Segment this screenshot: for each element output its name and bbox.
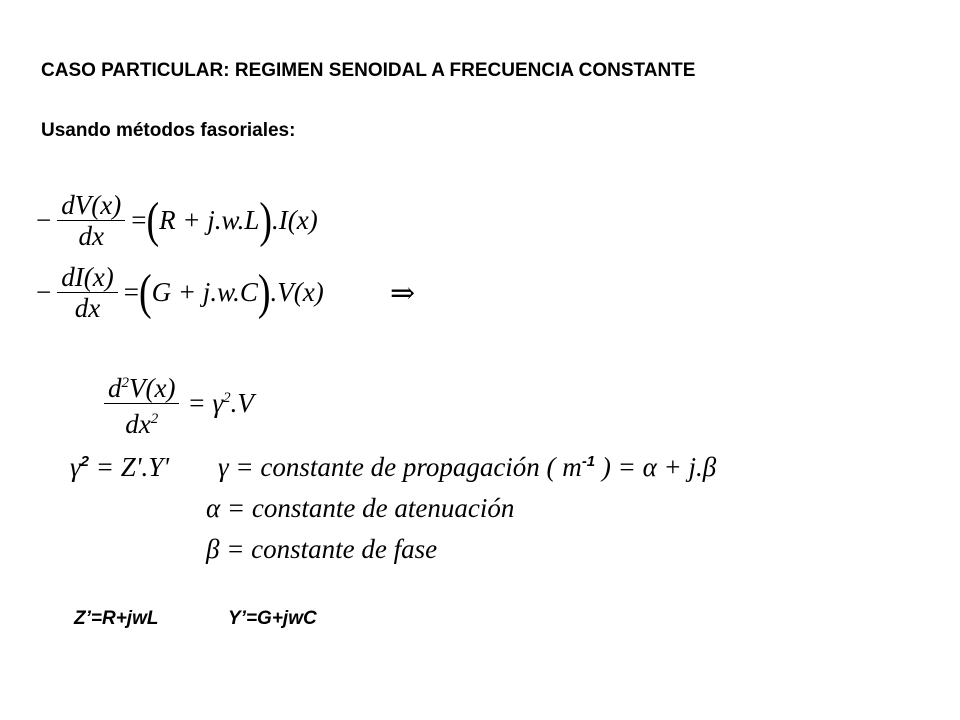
phase-constant-definition: β = constante de fase xyxy=(206,534,438,564)
paren-close: ) xyxy=(257,265,271,320)
equals-sign: = xyxy=(123,277,139,307)
minus-sign: − xyxy=(36,205,52,235)
equation-current-derivative xyxy=(36,262,324,323)
impedance-term: R + j.w.L xyxy=(159,205,260,235)
minus-sign: − xyxy=(36,277,52,307)
gamma-squared-equation: $\gamma^2 = Z'.Y'$ xyxy=(70,452,170,482)
z-prime-formula: Z’=R+jwL xyxy=(74,608,159,629)
voltage-term: .V(x) xyxy=(270,277,324,307)
fraction xyxy=(57,262,117,323)
y-prime-formula: Y’=G+jwC xyxy=(228,608,317,629)
fraction-numerator: dV(x) xyxy=(57,190,125,221)
equation-voltage-derivative xyxy=(36,190,318,251)
paren-open: ( xyxy=(138,265,152,320)
section-subtitle: Usando métodos fasoriales: xyxy=(41,120,296,141)
fraction-numerator: $d^2V(x)$ xyxy=(104,368,179,404)
equation-second-derivative xyxy=(104,368,254,439)
equals-sign: = xyxy=(131,205,147,235)
fraction xyxy=(57,190,125,251)
fraction xyxy=(104,368,179,439)
paren-open: ( xyxy=(146,193,160,248)
current-term: .I(x) xyxy=(272,205,318,235)
attenuation-constant-definition: α = constante de atenuación xyxy=(206,493,515,523)
fraction-denominator: dx xyxy=(78,221,104,251)
fraction-denominator: $dx^2$ xyxy=(125,409,159,439)
rhs-gamma: = $\gamma^2.V$ xyxy=(187,388,254,418)
implies-arrow: ⇒ xyxy=(390,277,416,310)
admittance-term: G + j.w.C xyxy=(151,277,258,307)
fraction-denominator: dx xyxy=(74,293,101,323)
propagation-constant-definition: γ = constante de propagación ( $m^{-1}$ ) = α + j.β xyxy=(218,452,717,482)
paren-close: ) xyxy=(259,193,272,248)
page-title: CASO PARTICULAR: REGIMEN SENOIDAL A FRECUENCIA CONSTANTE xyxy=(41,60,696,81)
fraction-numerator: dI(x) xyxy=(57,262,117,293)
